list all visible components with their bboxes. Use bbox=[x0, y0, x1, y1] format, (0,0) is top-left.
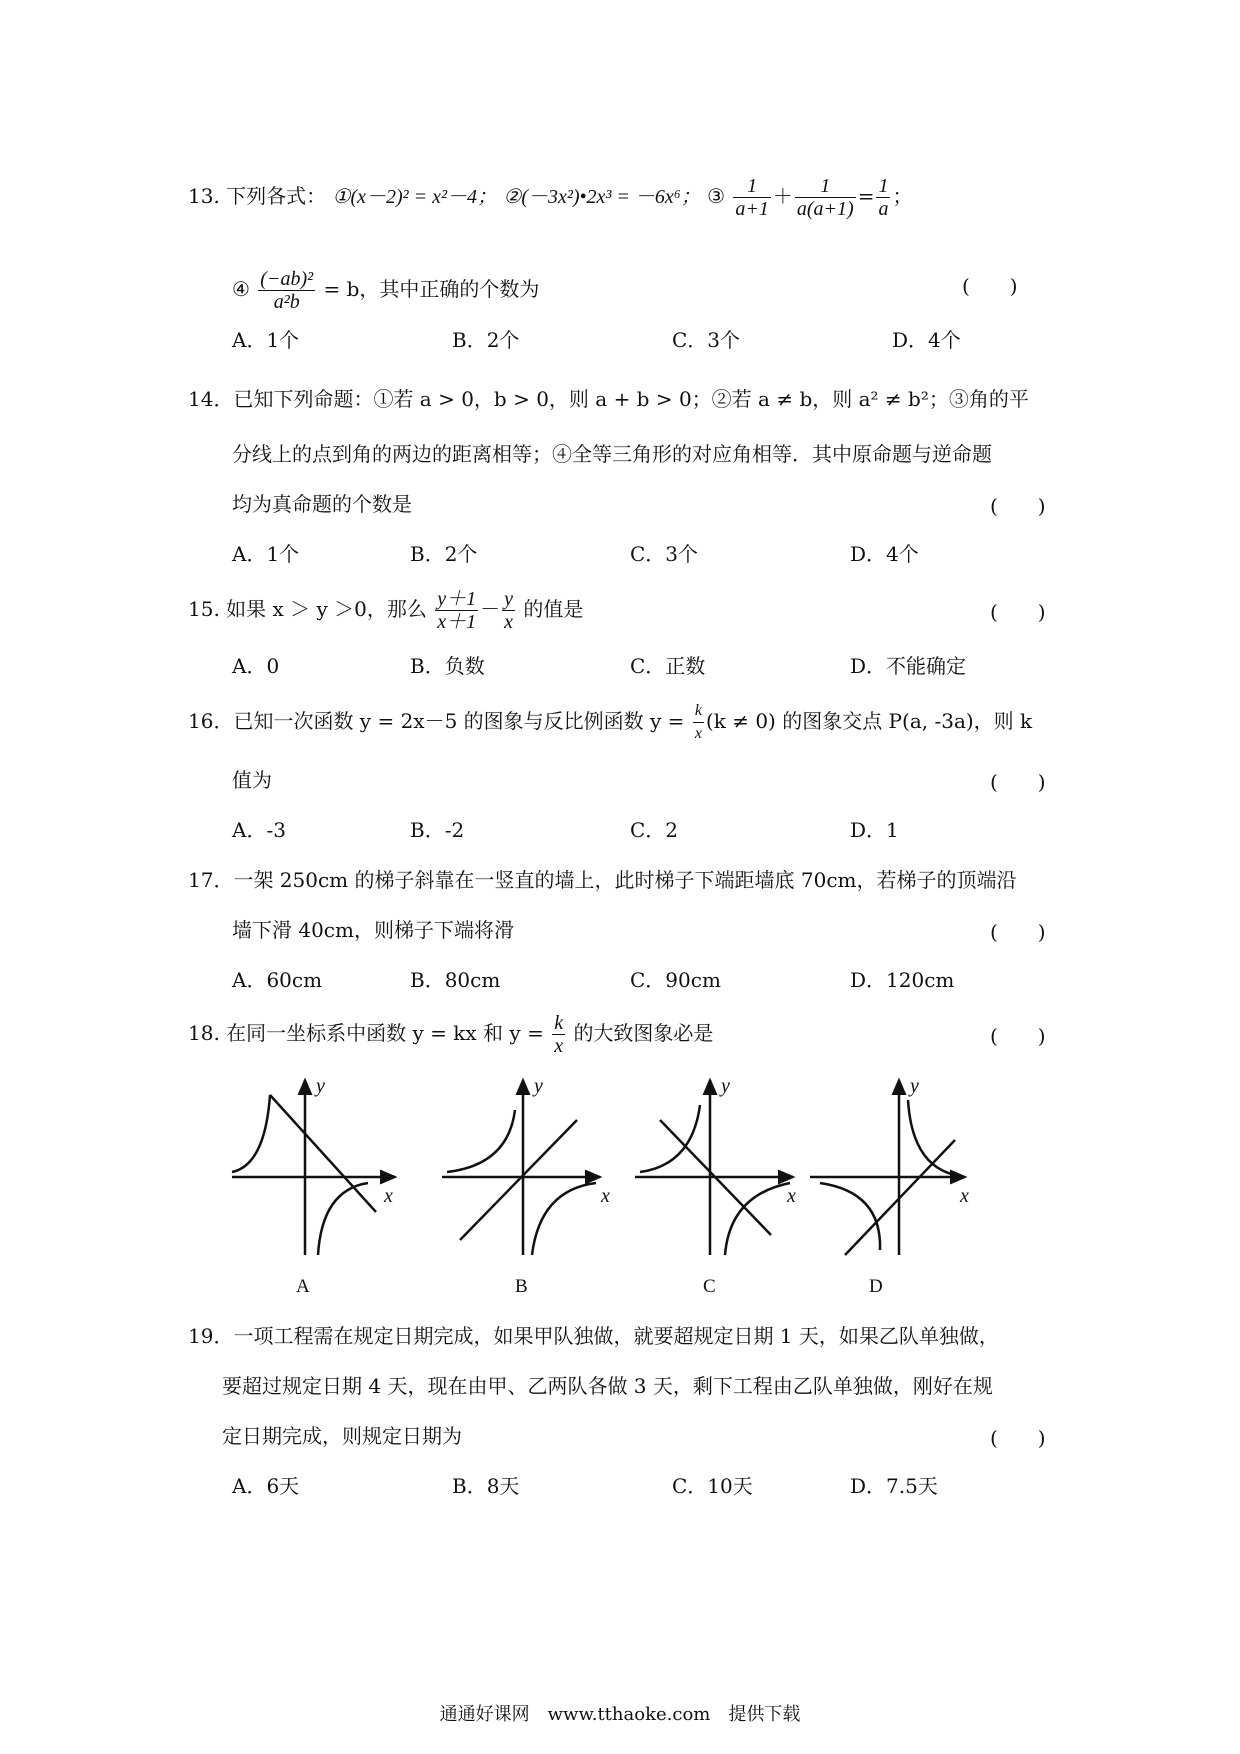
q13-number: 13. bbox=[188, 184, 220, 208]
q16-answer-paren: ( ) bbox=[990, 770, 1046, 794]
q14-option-b: B．2个 bbox=[410, 542, 478, 566]
graph-c bbox=[635, 1080, 793, 1255]
q18-prefix: 在同一坐标系中函数 y = kx 和 y = bbox=[226, 1021, 544, 1045]
q13-expr3-marker: ③ bbox=[707, 184, 726, 208]
q15-option-b: B．负数 bbox=[410, 654, 485, 678]
q16-suffix: (k ≠ 0) 的图象交点 P(a, -3a)，则 k bbox=[705, 709, 1033, 733]
q14-option-a: A．1个 bbox=[232, 542, 300, 566]
graph-b-label: B bbox=[515, 1276, 528, 1297]
q17-number: 17． bbox=[188, 868, 234, 892]
graph-a-x-label: x bbox=[384, 1185, 393, 1207]
q15-answer-paren: ( ) bbox=[990, 600, 1046, 624]
q19-option-a: A．6天 bbox=[232, 1474, 300, 1498]
q15-suffix: 的值是 bbox=[523, 597, 584, 621]
q14-line3: 均为真命题的个数是 bbox=[232, 492, 412, 516]
q13-expr2: ②(－3x²)•2x³ = －6x⁶； bbox=[503, 186, 701, 208]
q19-line1 bbox=[188, 1322, 999, 1350]
q15-number: 15. bbox=[188, 597, 220, 621]
q16-frac: $\frac{k}{x}$ bbox=[694, 702, 702, 742]
q17-option-d: D．120cm bbox=[850, 968, 955, 992]
q13-intro: 下列各式： bbox=[226, 184, 327, 208]
graph-d bbox=[810, 1080, 965, 1255]
q15-frac1: $\frac{y+1}{x+1}$ bbox=[437, 588, 477, 633]
q18-frac: $\frac{k}{x}$ bbox=[554, 1012, 564, 1057]
graph-a bbox=[232, 1080, 395, 1255]
q13-expr4-marker: ④ bbox=[232, 277, 250, 301]
q17-text-1: 一架 250cm 的梯子斜靠在一竖直的墙上，此时梯子下端距墙底 70cm，若梯子的顶端沿 bbox=[233, 868, 1017, 892]
q16-option-d: D．1 bbox=[850, 818, 899, 842]
q18-suffix: 的大致图象必是 bbox=[573, 1021, 714, 1045]
q14-option-c: C．3个 bbox=[630, 542, 699, 566]
q16-line2: 值为 bbox=[232, 768, 272, 792]
q13-expr3-frac3: $\frac{1}{a}$ bbox=[878, 175, 889, 220]
q19-option-b: B．8天 bbox=[452, 1474, 520, 1498]
q15-frac2: $\frac{y}{x}$ bbox=[504, 588, 514, 633]
q14-number: 14． bbox=[188, 387, 234, 411]
q15-line1: 15. 如果 x ＞ y ＞0，那么 $\frac{y+1}{x+1}$ － $\frac{y}{x}$ 的值是 bbox=[188, 588, 584, 633]
graph-a-label: A bbox=[296, 1276, 310, 1297]
graph-c-y-label: y bbox=[721, 1075, 730, 1097]
q16-option-b: B．-2 bbox=[410, 818, 465, 842]
q19-number: 19． bbox=[188, 1324, 234, 1348]
q13-expr3-frac2: $\frac{1}{a(a+1)}$ bbox=[796, 175, 854, 220]
q14-option-d: D．4个 bbox=[850, 542, 919, 566]
graph-d-label: D bbox=[869, 1276, 883, 1297]
q17-line2: 墙下滑 40cm，则梯子下端将滑 bbox=[232, 918, 514, 942]
q17-answer-paren: ( ) bbox=[990, 920, 1046, 944]
graph-d-x-label: x bbox=[960, 1185, 969, 1207]
q13-expr1: ①(x－2)² = x²－4； bbox=[332, 186, 498, 208]
q16-option-a: A．-3 bbox=[232, 818, 286, 842]
q13-option-a: A．1个 bbox=[232, 328, 300, 352]
q13-option-b: B．2个 bbox=[452, 328, 520, 352]
q14-text-1: 已知下列命题：①若 a > 0，b > 0，则 a + b > 0；②若 a ≠ b，则 a² ≠ b²；③角的平 bbox=[233, 387, 1029, 411]
q19-answer-paren: ( ) bbox=[990, 1426, 1046, 1450]
page-footer: 通通好课网 www.tthaoke.com 提供下载 bbox=[439, 1704, 801, 1725]
q13-option-c: C．3个 bbox=[672, 328, 741, 352]
q18-number: 18. bbox=[188, 1021, 220, 1045]
graph-b-x-label: x bbox=[601, 1185, 610, 1207]
graph-c-x-label: x bbox=[787, 1185, 796, 1207]
q19-line3: 定日期完成，则规定日期为 bbox=[222, 1424, 462, 1448]
graph-b-y-label: y bbox=[534, 1075, 543, 1097]
q13-option-d: D．4个 bbox=[892, 328, 961, 352]
q14-answer-paren: ( ) bbox=[990, 494, 1046, 518]
q15-option-d: D．不能确定 bbox=[850, 654, 967, 678]
q14-line2: 分线上的点到角的两边的距离相等；④全等三角形的对应角相等．其中原命题与逆命题 bbox=[232, 442, 992, 466]
q15-option-a: A．0 bbox=[232, 654, 280, 678]
q13-answer-paren: ( ) bbox=[962, 274, 1018, 298]
q17-option-b: B．80cm bbox=[410, 968, 501, 992]
graph-d-y-label: y bbox=[910, 1075, 919, 1097]
q17-option-c: C．90cm bbox=[630, 968, 721, 992]
q19-line2: 要超过规定日期 4 天，现在由甲、乙两队各做 3 天，剩下工程由乙队单独做，刚好在规 bbox=[222, 1374, 993, 1398]
q16-option-c: C．2 bbox=[630, 818, 679, 842]
graph-c-label: C bbox=[703, 1276, 716, 1297]
graph-b bbox=[442, 1080, 600, 1255]
q13-expr4-rest: = b，其中正确的个数为 bbox=[323, 277, 540, 301]
q16-prefix: 已知一次函数 y = 2x－5 的图象与反比例函数 y = bbox=[233, 709, 685, 733]
q13-expr4-frac: $\frac{\text{(−ab)²}}{\text{a²b}}$ bbox=[260, 268, 314, 313]
q19-option-c: C．10天 bbox=[672, 1474, 753, 1498]
graph-a-y-label: y bbox=[316, 1075, 325, 1097]
q13-line1: 13. 下列各式： ①(x－2)² = x²－4； ②(－3x²)•2x³ = －6x⁶； ③ $\frac{1}{a+1}$ ＋ $\frac{1}{a(a+1)}$ = $\frac{1}{a}$ ； bbox=[188, 175, 913, 220]
q13-expr3-frac1: $\frac{1}{a+1}$ bbox=[735, 175, 769, 220]
q19-text-1: 一项工程需在规定日期完成，如果甲队独做，就要超规定日期 1 天，如果乙队单独做， bbox=[233, 1324, 999, 1348]
q17-option-a: A．60cm bbox=[232, 968, 323, 992]
q16-number: 16． bbox=[188, 709, 234, 733]
q19-option-d: D．7.5天 bbox=[850, 1474, 938, 1498]
q18-answer-paren: ( ) bbox=[990, 1024, 1046, 1048]
q15-option-c: C．正数 bbox=[630, 654, 706, 678]
q15-prefix: 如果 x ＞ y ＞0，那么 bbox=[226, 597, 427, 621]
